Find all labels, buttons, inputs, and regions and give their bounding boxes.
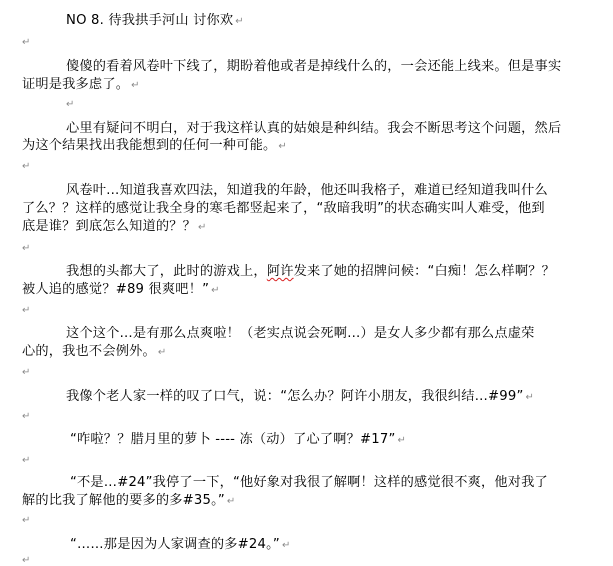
paragraph-mark-icon: ↵ — [131, 80, 140, 91]
paragraph-mark-icon: ↵ — [22, 515, 31, 526]
paragraph-mark-icon: ↵ — [211, 285, 220, 296]
paragraph-2-line-1: 心里有疑问不明白，对于我这样认真的姑娘是种纠结。我会不断思考这个问题，然后 — [66, 121, 562, 136]
paragraph-9-line-1: “……那是因为人家调查的多#24。” ↵ — [70, 537, 291, 552]
paragraph-mark-icon: ↵ — [22, 305, 31, 316]
paragraph-3-line-3: 底是谁？到底怎么知道的？？ ↵ — [22, 219, 207, 234]
paragraph-mark-icon: ↵ — [157, 347, 167, 358]
paragraph-mark-icon: ↵ — [198, 222, 207, 233]
paragraph-mark-icon: ↵ — [22, 37, 31, 48]
paragraph-1-line-2: 证明是我多虑了。 ↵ — [22, 77, 140, 92]
chapter-title: NO 8. 待我拱手河山 讨你欢 ↵ — [66, 13, 244, 28]
paragraph-mark-icon: ↵ — [397, 435, 407, 446]
paragraph-7-line-1: “咋啦？？腊月里的萝卜 ---- 冻（动）了心了啊？#17” ↵ — [70, 432, 407, 447]
paragraph-5-line-1: 这个这个…是有那么点爽啦！（老实点说会死啊…）是女人多少都有那么点虚荣 — [66, 326, 535, 341]
paragraph-mark-icon: ↵ — [22, 161, 31, 172]
paragraph-mark-icon: ↵ — [22, 411, 31, 422]
spelling-underlined-word: 阿许 — [266, 264, 294, 279]
paragraph-mark-icon: ↵ — [525, 392, 535, 403]
paragraph-1-line-1: 傻傻的看着风卷叶下线了，期盼着他或者是掉线什么的，一会还能上线来。但是事实 — [66, 59, 562, 74]
paragraph-2-line-2: 为这个结果找出我能想到的任何一种可能。 ↵ — [22, 138, 287, 153]
paragraph-3-line-1: 风卷叶…知道我喜欢四法，知道我的年龄，他还叫我格子，难道已经知道我叫什么 — [66, 183, 548, 198]
paragraph-5-line-2: 心的，我也不会例外。 ↵ — [22, 344, 167, 359]
paragraph-4-line-1-after: 发来了她的招牌问候：“白痴！怎么样啊？？ — [293, 264, 555, 279]
paragraph-4-line-1 — [66, 263, 555, 280]
paragraph-4-line-1-before: 我想的头都大了，此时的游戏上， — [66, 264, 267, 279]
paragraph-mark-icon: ↵ — [226, 496, 236, 507]
paragraph-mark-icon: ↵ — [22, 243, 31, 254]
paragraph-mark-icon: ↵ — [22, 555, 31, 566]
paragraph-mark-icon: ↵ — [235, 16, 244, 27]
paragraph-6-line-1: 我像个老人家一样的叹了口气，说：“怎么办？阿许小朋友，我很纠结…#99” ↵ — [66, 389, 535, 404]
paragraph-8-line-2: 解的比我了解他的要多的多#35。” ↵ — [22, 493, 236, 508]
paragraph-8-line-1: “不是…#24”我停了一下，“他好象对我很了解啊！这样的感觉很不爽，他对我了 — [70, 475, 548, 490]
paragraph-mark-icon: ↵ — [22, 367, 31, 378]
paragraph-3-line-2: 了么？？这样的感觉让我全身的寒毛都竖起来了，“敌暗我明”的状态确实叫人难受，他到 — [22, 201, 545, 216]
paragraph-mark-icon: ↵ — [22, 455, 31, 466]
paragraph-4-line-2: 被人追的感觉？#89 很爽吧！” ↵ — [22, 282, 220, 297]
paragraph-mark-icon: ↵ — [281, 540, 291, 551]
paragraph-mark-icon: ↵ — [278, 141, 287, 152]
paragraph-mark-icon: ↵ — [66, 99, 75, 110]
